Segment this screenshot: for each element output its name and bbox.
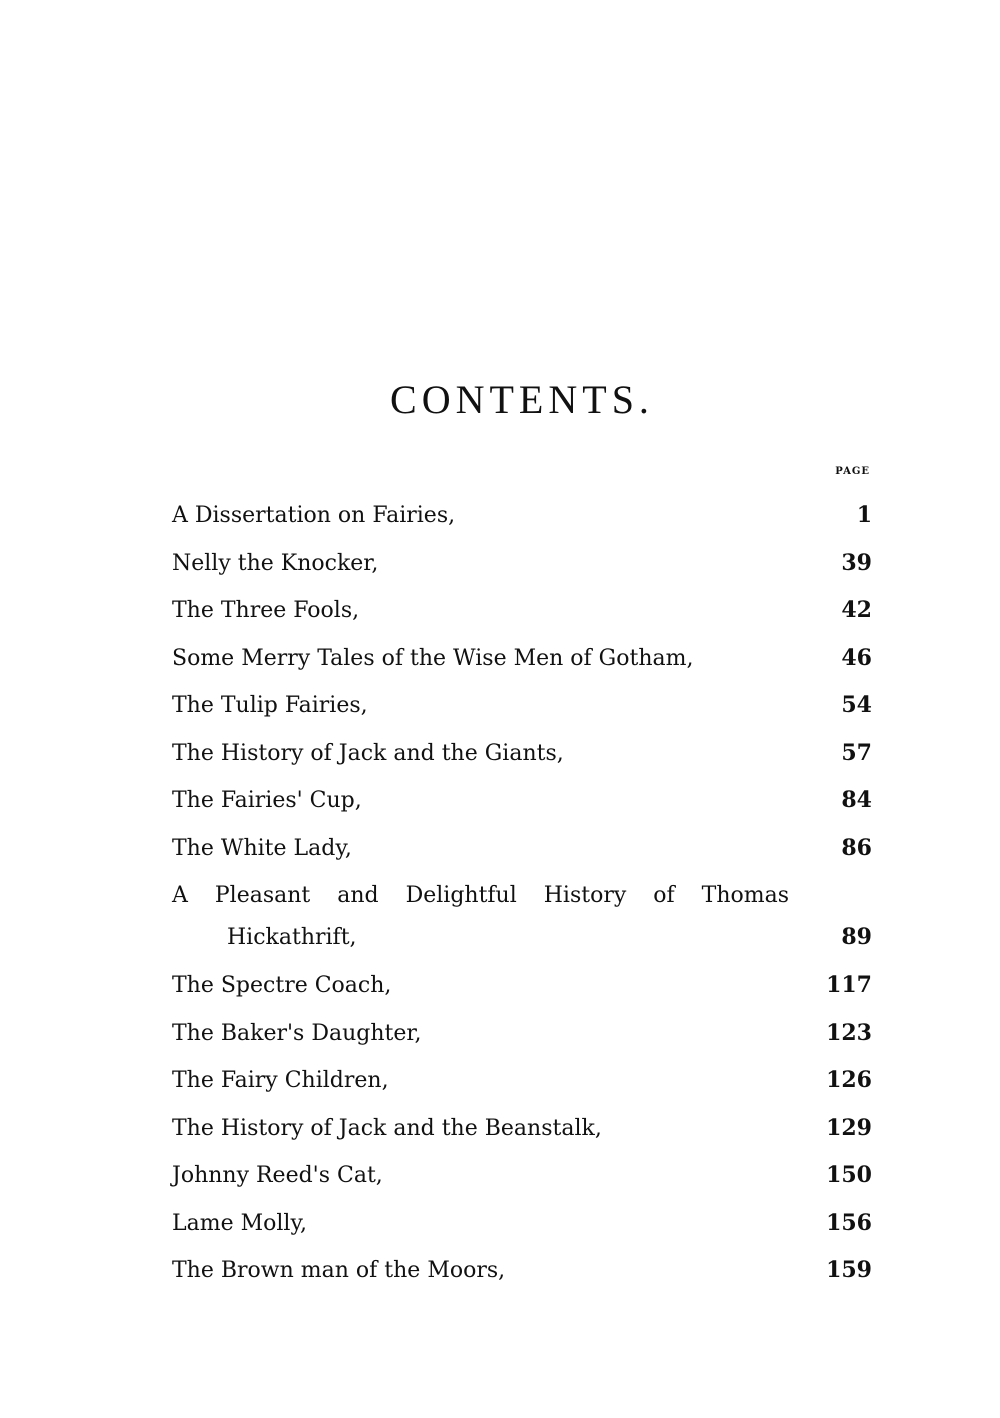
toc-entry-title: A Dissertation on Fairies,: [172, 503, 456, 528]
toc-entry: [172, 777, 872, 825]
toc-entry-title-line2: Hickathrift,: [227, 925, 357, 950]
toc-entry-title: Nelly the Knocker,: [172, 550, 379, 576]
toc-entry-title: The Brown man of the Moors,: [172, 1258, 506, 1283]
toc-entry-page: 117: [826, 972, 872, 998]
toc-entry: [172, 962, 872, 1010]
toc-entry-page: 42: [841, 597, 872, 623]
toc-entry-title: Johnny Reed's Cat,: [172, 1163, 383, 1188]
toc-entry-page: 84: [841, 787, 872, 813]
toc-entry-title: The Baker's Daughter,: [172, 1020, 422, 1046]
toc-entry-title: The Fairy Children,: [172, 1068, 389, 1093]
toc-entry: [172, 1200, 872, 1248]
toc-entry-title: The Fairies' Cup,: [172, 788, 362, 813]
toc-entry: [172, 492, 872, 540]
toc-entry: [172, 1152, 872, 1200]
toc-entry: [172, 1010, 872, 1058]
toc-entry-title: The Tulip Fairies,: [172, 693, 368, 718]
toc-entry-page: 156: [826, 1209, 872, 1236]
page-column-label: PAGE: [835, 466, 870, 477]
toc-entry-page: 129: [826, 1114, 872, 1141]
toc-entry: [172, 872, 872, 962]
toc-entry-page: 89: [841, 924, 872, 950]
toc-entry-page: 159: [826, 1257, 872, 1283]
toc-entry-title: The White Lady,: [172, 835, 352, 861]
toc-entry: [172, 682, 872, 730]
toc-entry-page: 126: [826, 1067, 872, 1093]
table-of-contents: [172, 492, 872, 1295]
page-title: CONTENTS.: [390, 377, 654, 422]
toc-entry-title: Lame Molly,: [172, 1210, 307, 1236]
toc-entry: [172, 1057, 872, 1105]
toc-entry-page: 39: [841, 549, 872, 576]
toc-entry: [172, 730, 872, 778]
toc-entry: [172, 540, 872, 588]
toc-entry: [172, 1247, 872, 1295]
toc-entry-title: The Spectre Coach,: [172, 973, 392, 998]
toc-entry-title-line1: A Pleasant and Delightful History of Thomas: [172, 883, 789, 908]
toc-entry-page: 46: [841, 644, 872, 671]
toc-entry-page: 123: [826, 1019, 872, 1046]
toc-entry-page: 54: [841, 692, 872, 718]
toc-entry-title: The History of Jack and the Beanstalk,: [172, 1115, 602, 1141]
toc-entry-title: Some Merry Tales of the Wise Men of Gotham,: [172, 645, 694, 671]
toc-entry: [172, 587, 872, 635]
toc-entry-title: The History of Jack and the Giants,: [172, 740, 564, 766]
toc-entry: [172, 635, 872, 683]
toc-entry-page: 86: [841, 834, 872, 861]
toc-entry-page: 150: [826, 1162, 872, 1188]
toc-entry: [172, 825, 872, 873]
toc-entry-page: 57: [841, 739, 872, 766]
toc-entry: [172, 1105, 872, 1153]
toc-entry-title: The Three Fools,: [172, 598, 360, 623]
toc-entry-page: 1: [856, 502, 872, 528]
